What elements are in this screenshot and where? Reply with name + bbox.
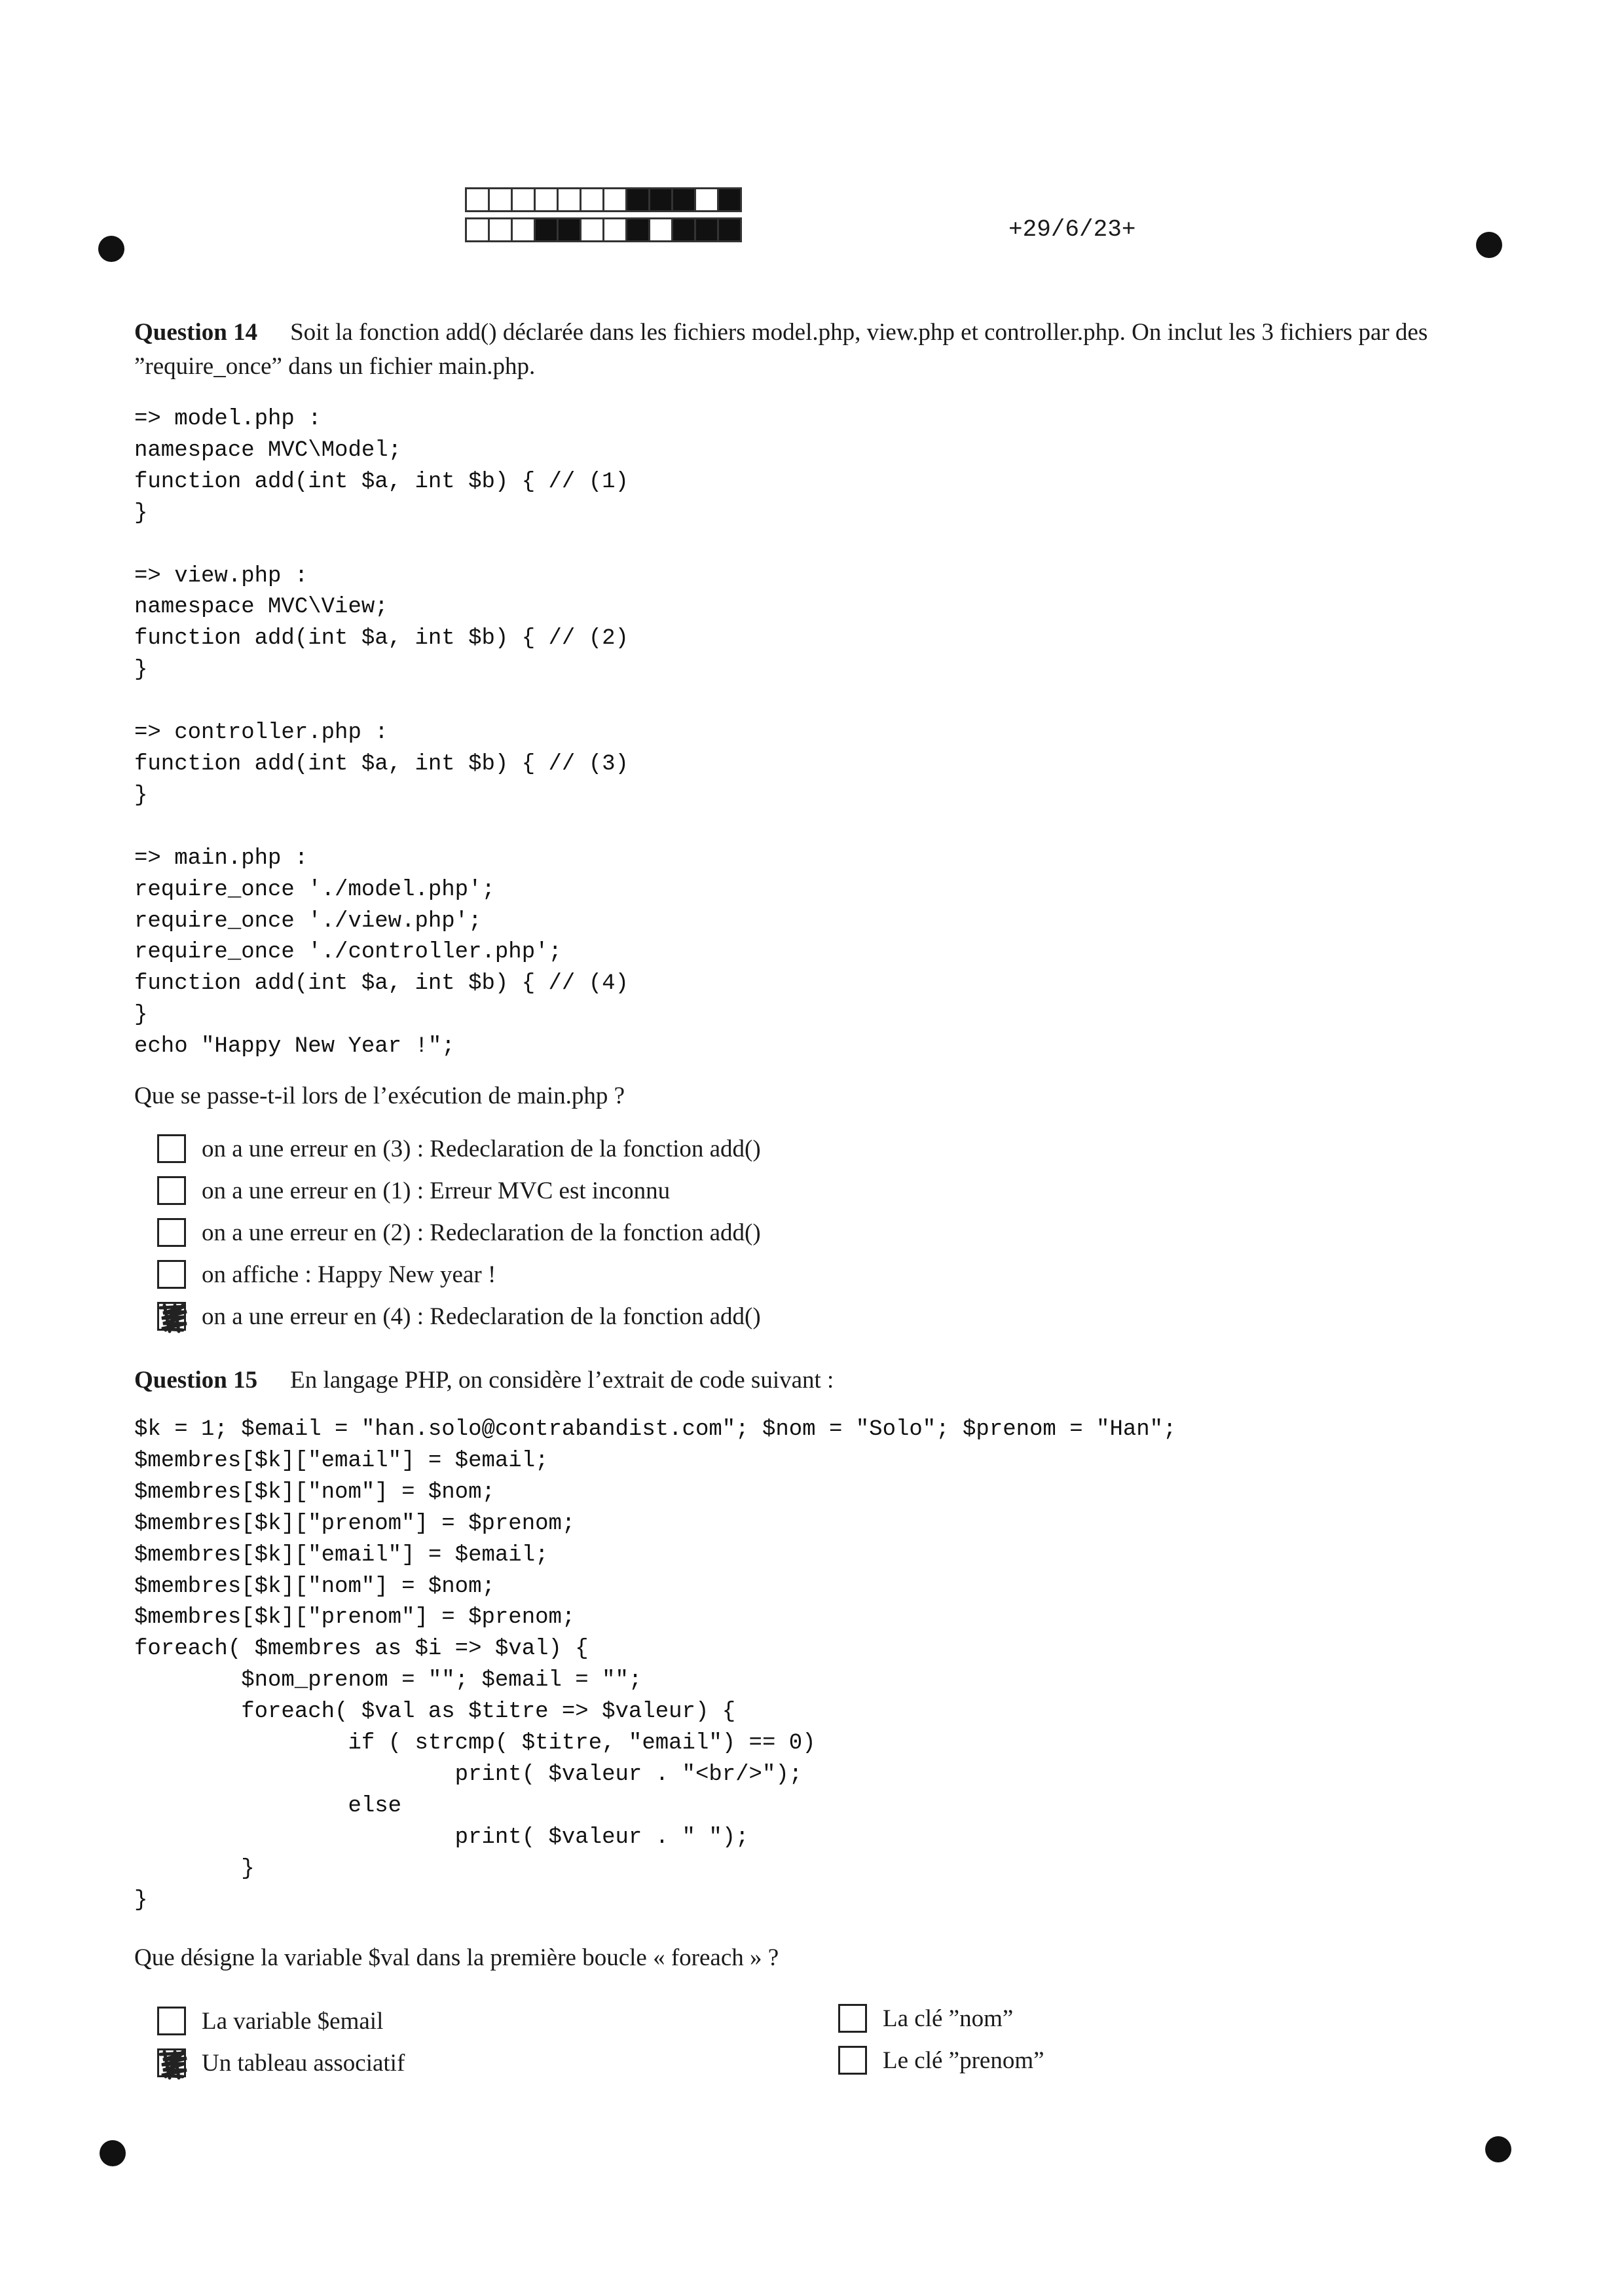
question-14-prompt: Que se passe-t-il lors de l’exécution de main.php ? (134, 1083, 625, 1109)
id-box-empty (534, 187, 559, 212)
registration-mark-top-left (98, 236, 124, 262)
id-box-filled (557, 217, 581, 242)
choice-label: on affiche : Happy New year ! (202, 1261, 496, 1288)
id-box-empty (511, 187, 536, 212)
id-box-empty (465, 187, 490, 212)
registration-mark-bottom-right (1485, 2136, 1511, 2162)
choice-label: on a une erreur en (2) : Redeclaration de la fonction add() (202, 1219, 761, 1246)
question-14-label: Question 14 (134, 319, 258, 346)
choice-label: Le clé ”prenom” (883, 2046, 1044, 2074)
page-id: +29/6/23+ (1008, 216, 1136, 243)
id-box-filled (694, 217, 719, 242)
checkbox[interactable] (157, 1218, 186, 1247)
id-box-filled (671, 217, 696, 242)
checkbox-checked[interactable] (157, 1302, 186, 1331)
id-box-empty (602, 217, 627, 242)
choice-label: La variable $email (202, 2007, 384, 2035)
id-box-row-1 (465, 187, 740, 212)
id-box-empty (580, 217, 604, 242)
id-box-filled (625, 187, 650, 212)
checkbox[interactable] (157, 1260, 186, 1289)
id-box-empty (602, 187, 627, 212)
question-15-text: En langage PHP, on considère l’extrait de code suivant : (290, 1367, 834, 1394)
choice-label: La clé ”nom” (883, 2005, 1014, 2032)
id-box-row-2 (465, 217, 740, 242)
q15-choice-3[interactable] (838, 2004, 1013, 2033)
id-box-empty (511, 217, 536, 242)
q14-choice-4[interactable] (157, 1260, 496, 1289)
choice-label: Un tableau associatif (202, 2049, 405, 2077)
id-box-filled (534, 217, 559, 242)
q14-choice-3[interactable] (157, 1218, 761, 1247)
registration-mark-top-right (1476, 232, 1502, 258)
id-box-filled (648, 187, 673, 212)
q15-choice-2[interactable] (157, 2048, 405, 2077)
choice-label: on a une erreur en (4) : Redeclaration de la fonction add() (202, 1303, 761, 1330)
checkbox-checked[interactable] (157, 2048, 186, 2077)
id-box-empty (557, 187, 581, 212)
checkbox[interactable] (157, 1134, 186, 1163)
question-15-prompt: Que désigne la variable $val dans la première boucle « foreach » ? (134, 1944, 779, 1971)
q15-choice-1[interactable] (157, 2007, 383, 2035)
registration-mark-bottom-left (100, 2140, 126, 2166)
q14-choice-2[interactable] (157, 1176, 670, 1205)
id-box-filled (717, 187, 742, 212)
choice-label: on a une erreur en (1) : Erreur MVC est inconnu (202, 1177, 671, 1204)
id-box-empty (488, 217, 513, 242)
id-box-filled (671, 187, 696, 212)
scribble-mark-icon (157, 1301, 191, 1335)
student-id-boxes (465, 187, 740, 248)
question-14-code: => model.php : namespace MVC\Model; function add(int $a, int $b) { // (1) } => view.php : namespace MVC\View; function add(int $a, int $b) { // (2) } => controller.php : function add(int $a, int $b) { // (3) } => main.php : require_once './model.php'; require_once './view.php'; require_once './controller.php'; function add(int $a, int $b) { // (4) } echo "Happy New Year !"; (134, 407, 629, 1060)
choice-label: on a une erreur en (3) : Redeclaration de la fonction add() (202, 1135, 761, 1162)
question-15-label: Question 15 (134, 1367, 258, 1394)
question-15-header (134, 1363, 1470, 1398)
scribble-mark-icon (157, 2048, 191, 2082)
q15-choice-4[interactable] (838, 2046, 1044, 2075)
id-box-empty (465, 217, 490, 242)
id-box-empty (580, 187, 604, 212)
id-box-empty (694, 187, 719, 212)
q14-choice-5[interactable] (157, 1302, 761, 1331)
checkbox[interactable] (838, 2004, 867, 2033)
checkbox[interactable] (838, 2046, 867, 2075)
id-box-filled (717, 217, 742, 242)
q14-choice-1[interactable] (157, 1134, 761, 1163)
id-box-empty (488, 187, 513, 212)
id-box-filled (625, 217, 650, 242)
question-15-code: $k = 1; $email = "han.solo@contrabandist.com"; $nom = "Solo"; $prenom = "Han"; $membres[$k]["email"] = $email; $membres[$k]["nom"] = $nom; $membres[$k]["prenom"] = $prenom; $membres[$k]["email"] = $email; $membres[$k]["nom"] = $nom; $membres[$k]["prenom"] = $prenom; foreach( $membres as $i => $val) { $nom_prenom = ""; $email = ""; foreach( $val as $titre => $valeur) { if ( strcmp( $titre, "email") == 0) print( $valeur . "<br/>"); else print( $valeur . " "); } } (134, 1417, 1177, 1913)
question-14-header (134, 316, 1470, 384)
question-14-text: Soit la fonction add() déclarée dans les fichiers model.php, view.php et controller.php. On inclut les 3 fichiers par des ”require_once” dans un fichier main.php. (134, 319, 1428, 380)
checkbox[interactable] (157, 2007, 186, 2035)
checkbox[interactable] (157, 1176, 186, 1205)
id-box-empty (648, 217, 673, 242)
